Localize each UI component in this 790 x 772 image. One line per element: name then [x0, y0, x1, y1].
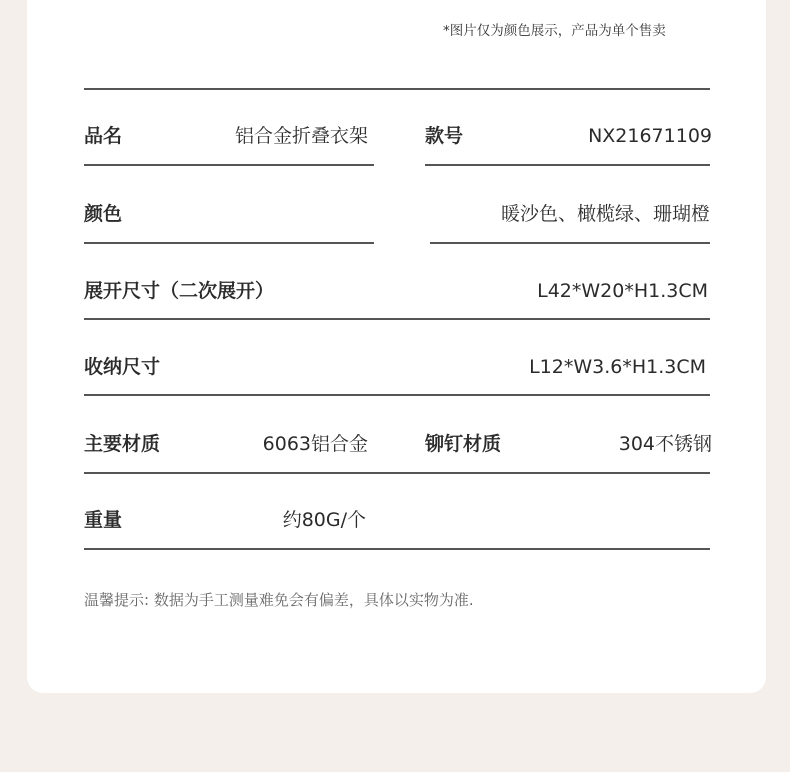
model-number-label: 款号	[425, 125, 464, 147]
divider-row2-right	[430, 242, 710, 244]
divider-row2-left	[84, 242, 374, 244]
folded-size-value: L12*W3.6*H1.3CM	[529, 356, 706, 378]
divider-row5	[84, 472, 710, 474]
measurement-tip: 温馨提示: 数据为手工测量难免会有偏差，具体以实物为准.	[84, 591, 474, 609]
weight-value: 约80G/个	[282, 509, 366, 531]
color-disclaimer-note: *图片仅为颜色展示，产品为单个售卖	[443, 23, 666, 39]
top-divider	[84, 88, 710, 90]
main-material-value: 6063铝合金	[262, 433, 368, 455]
model-number-value: NX21671109	[588, 125, 712, 147]
rivet-material-value: 304不锈钢	[618, 433, 712, 455]
divider-row3	[84, 318, 710, 320]
color-label: 颜色	[84, 203, 123, 225]
weight-label: 重量	[84, 509, 123, 531]
rivet-material-label: 铆钉材质	[425, 433, 502, 455]
main-material-label: 主要材质	[84, 433, 161, 455]
unfolded-size-label: 展开尺寸（二次展开）	[84, 280, 275, 302]
divider-row6	[84, 548, 710, 550]
color-value: 暖沙色、橄榄绿、珊瑚橙	[500, 203, 710, 225]
unfolded-size-value: L42*W20*H1.3CM	[537, 280, 708, 302]
product-name-label: 品名	[84, 125, 123, 147]
folded-size-label: 收纳尺寸	[84, 356, 161, 378]
product-name-value: 铝合金折叠衣架	[234, 125, 368, 147]
divider-row1-right	[425, 164, 710, 166]
divider-row4	[84, 394, 710, 396]
divider-row1-left	[84, 164, 374, 166]
